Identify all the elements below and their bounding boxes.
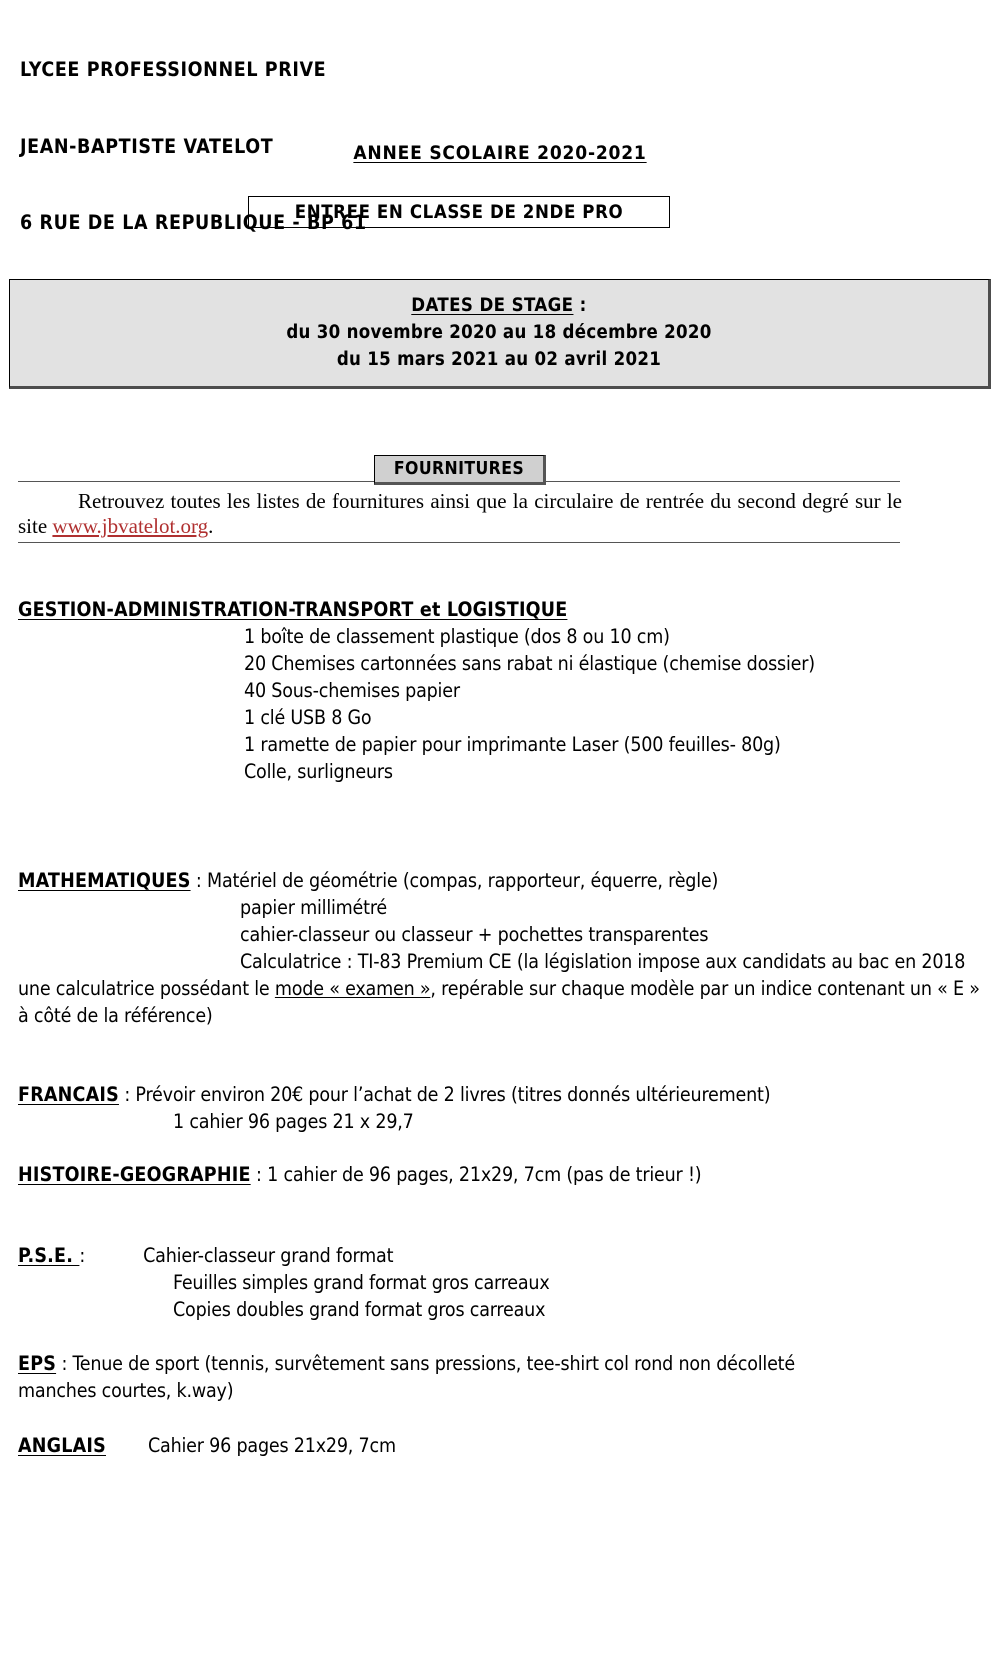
subject-separator: :	[250, 1163, 268, 1186]
list-item: 1 ramette de papier pour imprimante Laser (500 feuilles- 80g)	[244, 733, 781, 756]
list-item: Feuilles simples grand format gros carreaux	[173, 1271, 550, 1294]
subject-separator: :	[118, 1083, 136, 1106]
calculator-paragraph	[18, 948, 982, 1029]
calculator-text-part-2: , repérable sur chaque modèle par un indice contenant un « E » à côté de la référence)	[18, 977, 980, 1027]
list-item: cahier-classeur ou classeur + pochettes transparentes	[240, 923, 709, 946]
subject-first-item: Matériel de géométrie (compas, rapporteur, équerre, règle)	[207, 869, 719, 892]
list-item: papier millimétré	[240, 896, 388, 919]
subject-text-eps: Tenue de sport (tennis, survêtement sans pressions, tee-shirt col rond non décolleté manches courtes, k.way)	[18, 1352, 795, 1402]
list-item: 1 clé USB 8 Go	[244, 706, 372, 729]
subject-separator: :	[79, 1244, 86, 1267]
internship-dates-title-text: DATES DE STAGE	[411, 295, 574, 316]
fournitures-intro-paragraph	[18, 489, 902, 539]
subject-headline-francais	[18, 1081, 982, 1108]
subject-first-item: Prévoir environ 20€ pour l’achat de 2 livres (titres donnés ultérieurement)	[135, 1083, 771, 1106]
subject-items-pse	[18, 1269, 982, 1323]
subject-headline-histoire	[18, 1161, 982, 1188]
subject-block-gestion	[18, 596, 978, 785]
subject-block-anglais	[18, 1432, 982, 1459]
list-item: Colle, surligneurs	[244, 760, 393, 783]
calculator-exam-mode: mode « examen »	[274, 977, 431, 1000]
internship-period-2: du 15 mars 2021 au 02 avril 2021	[336, 349, 662, 370]
subject-block-eps	[18, 1350, 868, 1404]
subject-first-item: Cahier-classeur grand format	[143, 1244, 394, 1267]
internship-dates-title	[10, 292, 988, 319]
letterhead-line-2: JEAN-BAPTISTE VATELOT	[20, 134, 274, 158]
fournitures-intro-period: .	[208, 514, 214, 538]
subject-block-francais	[18, 1081, 982, 1135]
subject-headline-anglais	[18, 1432, 982, 1459]
subject-heading-gestion: GESTION-ADMINISTRATION-TRANSPORT et LOGISTIQUE	[18, 598, 568, 621]
divider-bottom	[18, 542, 900, 543]
fournitures-badge-label: FOURNITURES	[393, 459, 525, 479]
list-item: 1 boîte de classement plastique (dos 8 ou 10 cm)	[244, 625, 670, 648]
subject-heading-anglais: ANGLAIS	[18, 1434, 106, 1457]
subject-heading-histoire: HISTOIRE-GEOGRAPHIE	[18, 1163, 251, 1186]
subject-headline-pse	[18, 1242, 982, 1269]
list-item: 20 Chemises cartonnées sans rabat ni élastique (chemise dossier)	[244, 652, 815, 675]
list-item: 1 cahier 96 pages 21 x 29,7	[173, 1110, 414, 1133]
subject-block-histoire	[18, 1161, 982, 1188]
school-year-text: ANNEE SCOLAIRE 2020-2021	[353, 142, 647, 164]
subject-items-francais	[18, 1108, 982, 1135]
subject-items-mathematiques	[18, 894, 982, 948]
entry-class-label: ENTREE EN CLASSE DE 2NDE PRO	[294, 201, 624, 223]
subject-separator: :	[56, 1352, 73, 1375]
letterhead-line-3: 6 RUE DE LA REPUBLIQUE - BP 61	[20, 211, 367, 234]
letterhead-line-1: LYCEE PROFESSIONNEL PRIVE	[20, 58, 327, 81]
fournitures-badge	[374, 455, 546, 485]
entry-class-box	[248, 196, 670, 228]
internship-dates-title-colon: :	[573, 295, 587, 316]
internship-period-1: du 30 novembre 2020 au 18 décembre 2020	[286, 322, 712, 343]
school-year-heading	[0, 142, 1000, 164]
subject-heading-mathematiques: MATHEMATIQUES	[18, 869, 191, 892]
internship-dates-box	[9, 279, 991, 389]
subject-separator: :	[190, 869, 208, 892]
subject-heading-pse: P.S.E.	[18, 1244, 80, 1267]
subject-heading-francais: FRANCAIS	[18, 1083, 119, 1106]
subject-headline-mathematiques	[18, 867, 982, 894]
calculator-text-part-1: Calculatrice : TI-83 Premium CE (la législation impose aux candidats au bac en 2018 une calculatrice possédant le	[18, 950, 966, 1000]
subject-items-gestion	[18, 623, 978, 785]
list-item: Copies doubles grand format gros carreaux	[173, 1298, 546, 1321]
subject-first-item: Cahier 96 pages 21x29, 7cm	[147, 1434, 396, 1457]
subject-heading-eps: EPS	[18, 1352, 57, 1375]
list-item: 40 Sous-chemises papier	[244, 679, 460, 702]
subject-block-pse	[18, 1242, 982, 1323]
subject-block-mathematiques	[18, 867, 982, 1029]
subject-first-item: 1 cahier de 96 pages, 21x29, 7cm (pas de trieur !)	[267, 1163, 702, 1186]
fournitures-intro-text: Retrouvez toutes les listes de fournitures ainsi que la circulaire de rentrée du second degré sur le site	[18, 489, 902, 538]
website-link[interactable]: www.jbvatelot.org	[52, 514, 209, 538]
